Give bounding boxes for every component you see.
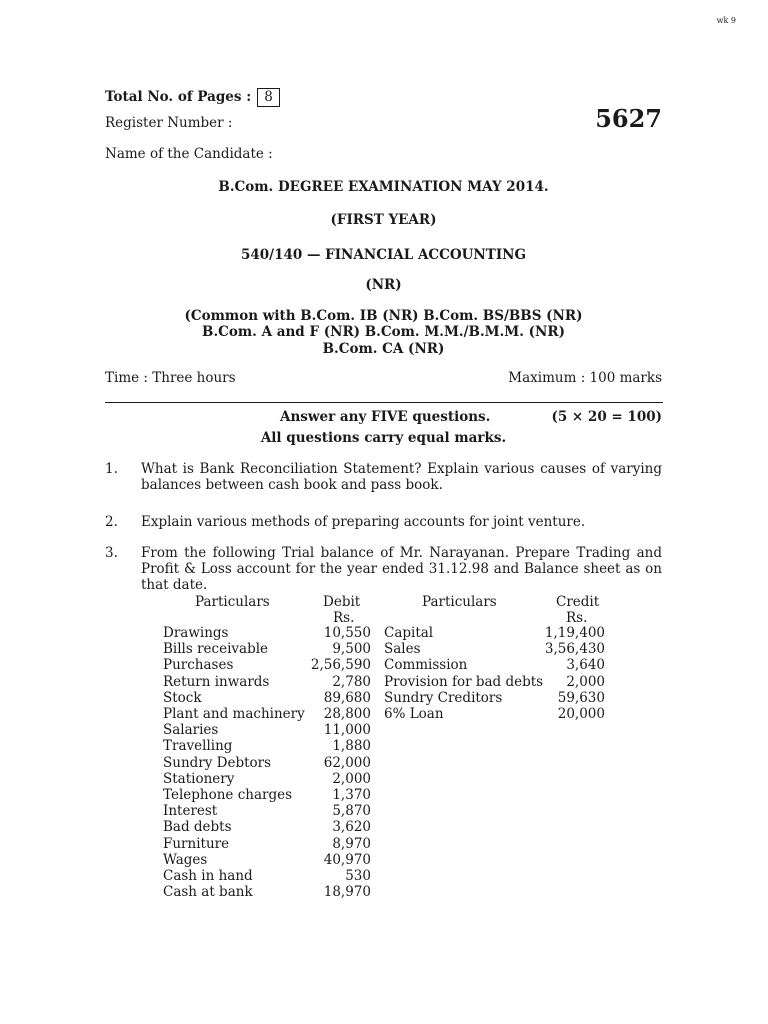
col-header-debit-unit: Rs. bbox=[333, 610, 355, 626]
table-row-amount: 2,000 bbox=[566, 673, 605, 690]
paper-code: 5627 bbox=[595, 104, 662, 133]
table-row-amount: 2,000 bbox=[332, 770, 371, 787]
table-row-item: Cash at bank bbox=[163, 884, 253, 901]
table-row-item: Sundry Creditors bbox=[384, 689, 503, 706]
divider bbox=[105, 402, 663, 403]
table-row-amount: 1,880 bbox=[332, 738, 371, 755]
table-row-amount: 28,800 bbox=[323, 706, 371, 722]
table-row-amount: 2,780 bbox=[332, 673, 371, 690]
table-row-amount: 530 bbox=[345, 868, 371, 884]
table-row-amount: 59,630 bbox=[557, 689, 605, 706]
table-row-item: Plant and machinery bbox=[163, 706, 305, 722]
table-row-item: Drawings bbox=[163, 625, 229, 641]
table-row-item: Stock bbox=[163, 689, 202, 706]
time-label: Time : Three hours bbox=[105, 370, 236, 386]
col-header-debit: Debit bbox=[323, 594, 361, 610]
total-pages-label: Total No. of Pages : bbox=[105, 89, 252, 105]
table-row-amount: 5,870 bbox=[332, 803, 371, 820]
table-row-item: Sales bbox=[384, 641, 421, 658]
question-text: Explain various methods of preparing accounts for joint venture. bbox=[141, 514, 586, 530]
equal-marks-note: All questions carry equal marks. bbox=[260, 430, 507, 446]
table-row-item: Purchases bbox=[163, 657, 234, 674]
common-line-1: (Common with B.Com. IB (NR) B.Com. BS/BBS (NR) bbox=[184, 308, 583, 324]
table-row-item: Travelling bbox=[163, 738, 233, 755]
table-row-amount: 3,640 bbox=[566, 657, 605, 674]
table-row-item: Commission bbox=[384, 657, 468, 674]
answer-instruction: Answer any FIVE questions. bbox=[280, 409, 491, 425]
table-row-item: Wages bbox=[163, 851, 208, 868]
table-row-item: Bills receivable bbox=[163, 641, 269, 658]
table-row-amount: 1,370 bbox=[332, 787, 371, 803]
table-row-item: 6% Loan bbox=[384, 706, 444, 722]
table-row-item: Sundry Debtors bbox=[163, 754, 272, 771]
table-row-item: Telephone charges bbox=[163, 787, 293, 803]
scheme-nr: (NR) bbox=[365, 277, 402, 293]
table-row-item: Interest bbox=[163, 803, 218, 820]
col-header-credit-unit: Rs. bbox=[566, 610, 588, 626]
table-row-amount: 1,19,400 bbox=[544, 625, 605, 641]
table-row-item: Bad debts bbox=[163, 819, 232, 836]
corner-mark: wk 9 bbox=[716, 16, 736, 25]
table-row-item: Salaries bbox=[163, 722, 219, 739]
table-row-amount: 62,000 bbox=[323, 754, 371, 771]
table-row-amount: 40,970 bbox=[323, 851, 371, 868]
marks-scheme: (5 × 20 = 100) bbox=[551, 409, 662, 425]
total-pages-box: 8 bbox=[257, 88, 280, 107]
exam-title: B.Com. DEGREE EXAMINATION MAY 2014. bbox=[218, 179, 549, 195]
max-marks-label: Maximum : 100 marks bbox=[508, 370, 662, 386]
table-row-amount: 89,680 bbox=[323, 689, 371, 706]
table-row-amount: 9,500 bbox=[332, 641, 371, 658]
exam-year: (FIRST YEAR) bbox=[330, 212, 437, 228]
table-row-amount: 3,56,430 bbox=[544, 641, 605, 658]
common-line-3: B.Com. CA (NR) bbox=[322, 341, 445, 357]
total-pages-row bbox=[105, 88, 280, 107]
question-text: What is Bank Reconciliation Statement? Explain various causes of varying balances between cash book and pass book. bbox=[141, 461, 662, 493]
table-row-item: Furniture bbox=[163, 835, 230, 852]
register-number-label: Register Number : bbox=[105, 115, 233, 131]
table-row-amount: 8,970 bbox=[332, 835, 371, 852]
table-row-item: Provision for bad debts bbox=[384, 673, 544, 690]
question-number: 2. bbox=[105, 514, 118, 530]
table-row-amount: 2,56,590 bbox=[310, 657, 371, 674]
question-number: 1. bbox=[105, 461, 118, 477]
col-header-particulars-debit: Particulars bbox=[195, 594, 270, 610]
table-row-amount: 11,000 bbox=[323, 722, 371, 739]
table-row-amount: 3,620 bbox=[332, 819, 371, 836]
table-row-item: Return inwards bbox=[163, 673, 270, 690]
subject-title: 540/140 — FINANCIAL ACCOUNTING bbox=[240, 247, 527, 263]
question-text: From the following Trial balance of Mr. Narayanan. Prepare Trading and Profit & Loss account for the year ended 31.12.98 and Balance sheet as on that date. bbox=[141, 545, 662, 593]
col-header-particulars-credit: Particulars bbox=[422, 594, 497, 610]
table-row-amount: 10,550 bbox=[323, 625, 371, 641]
table-row-item: Stationery bbox=[163, 770, 235, 787]
table-row-amount: 18,970 bbox=[323, 884, 371, 901]
table-row-item: Cash in hand bbox=[163, 868, 253, 884]
question-number: 3. bbox=[105, 545, 118, 561]
common-line-2: B.Com. A and F (NR) B.Com. M.M./B.M.M. (NR) bbox=[202, 324, 565, 340]
candidate-name-label: Name of the Candidate : bbox=[105, 146, 273, 162]
table-row-item: Capital bbox=[384, 625, 434, 641]
col-header-credit: Credit bbox=[556, 594, 600, 610]
table-row-amount: 20,000 bbox=[557, 706, 605, 722]
